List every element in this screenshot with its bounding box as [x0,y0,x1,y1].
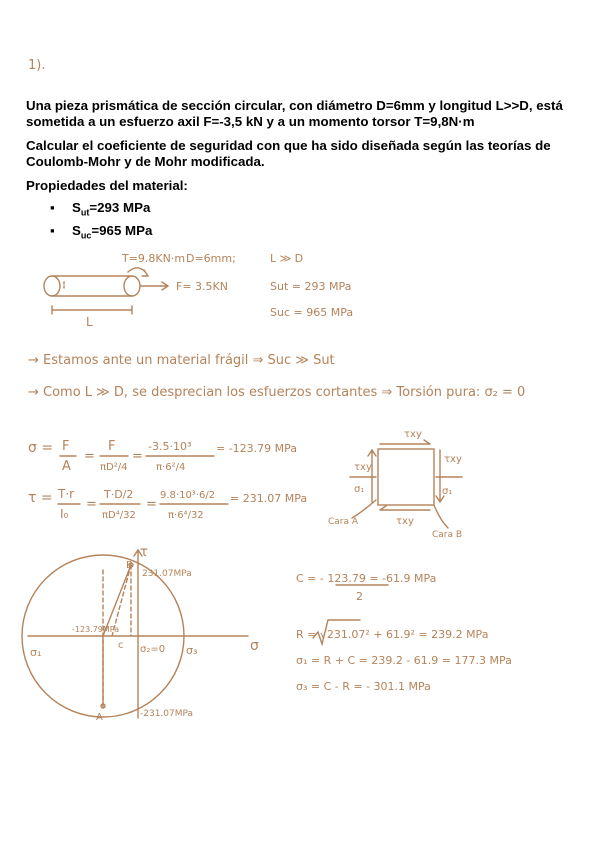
sketch-length: L [86,315,93,329]
mohr-center-value: -123.79MPa [72,625,120,634]
leader-cara-a [352,500,376,518]
prop-symbol: S [72,200,81,215]
sketch-diameter: D=6mm; [186,252,236,265]
result-s3: σ₃ = C - R = - 301.1 MPa [296,680,431,693]
eq-tau-num3: 9.8·10³·6/2 [160,490,216,501]
element-txy-right: τxy [444,454,462,465]
result-c: C = - 123.79 = -61.9 MPa [296,572,437,585]
eq-sigma-result: = -123.79 MPa [216,442,298,455]
mohr-sigma-label: σ [250,638,259,654]
prop-symbol: S [72,222,81,238]
result-s1: σ₁ = R + C = 239.2 - 61.9 = 177.3 MPa [296,654,512,667]
eq-tau-eq1: = [86,497,97,512]
eq-tau-result: = 231.07 MPa [230,492,308,505]
prop-value: =293 MPa [89,200,151,215]
problem-number: 1). [28,58,46,73]
bar-right-end [124,276,140,296]
arrow-txy-left [368,450,376,502]
mohr-b-value: 231.07MPa [142,569,192,579]
element-cara-b: Cara B [432,530,463,540]
problem-question: Calcular el coeficiente de seguridad con que ha sido diseñada según las teorías de Coulomb-Mohr y de Mohr modificada. [26,138,551,169]
eq-tau-num2: T·D/2 [104,488,134,501]
stress-element-square [378,449,434,505]
bar-left-end [44,276,60,296]
mohr-s3: σ₃ [186,644,198,657]
eq-sigma-num2: -3.5·10³ [148,440,192,453]
mohr-point-a: A [96,712,103,723]
element-txy-left: τxy [354,462,372,473]
eq-sigma-lhs: σ = [28,440,54,456]
eq-tau-den2: πD⁴/32 [102,510,136,521]
mohr-c: c [118,640,124,651]
eq-sigma-den: πD²/4 [100,462,128,473]
sketch-suc: Suc = 965 MPa [270,306,354,319]
note-pure-torsion: → Como L ≫ D, se desprecian los esfuerzos cortantes ⇒ Torsión pura: σ₂ = 0 [28,385,526,400]
eq-tau-eq2: = [146,497,157,512]
prop-sub: uc [80,230,92,241]
element-sigma-right: σ₁ [442,486,453,497]
sketch-l-gg-d: L ≫ D [270,252,304,265]
mohr-s2: σ₂=0 [140,644,166,655]
eq-sigma-eq2: = [132,449,143,464]
properties-heading: Propiedades del material: [26,178,188,193]
mohr-point-b: B [126,560,133,571]
element-cara-a: Cara A [328,517,359,527]
eq-sigma-eq1: = [84,449,95,464]
problem-statement: Una pieza prismática de sección circular, con diámetro D=6mm y longitud L>>D, está sometida a un esfuerzo axil F=-3,5 kN y a un momento torsor T=9,8N·m [26,98,563,129]
mohr-a-value: -231.07MPa [140,709,194,719]
result-c-den: 2 [356,590,363,603]
eq-tau-den3: π·6⁴/32 [168,510,204,521]
eq-tau-num: T·r [58,487,75,501]
sketch-force: F= 3.5KN [176,280,228,293]
arrow-txy-top [380,440,430,444]
element-txy-top: τxy [404,429,422,440]
arrow-txy-bottom [380,506,430,510]
element-sigma-left: σ₁ [354,484,365,495]
prop-sub: ut [80,207,90,218]
prop-value: =965 MPa [91,222,153,238]
length-dimension [52,306,132,314]
eq-sigma-a: A [62,459,71,474]
eq-tau-lhs: τ = [28,490,53,506]
note-brittle: → Estamos ante un material frágil ⇒ Suc ≫ Sut [28,353,335,368]
sketch-sut: Sut = 293 MPa [270,280,352,293]
eq-sigma-num: F [108,439,116,454]
eq-tau-den: I₀ [60,507,69,521]
eq-sigma-den2: π·6²/4 [156,462,186,473]
element-txy-bottom: τxy [396,516,414,527]
torque-arrow [128,268,148,276]
result-r: R = √231.07² + 61.9² = 239.2 MPa [296,628,489,641]
eq-sigma-f: F [62,439,70,454]
mohr-tau-label: τ [140,545,148,560]
leader-cara-b [434,505,448,528]
sketch-torque: T=9.8KN·m [122,252,186,265]
force-arrow [140,282,168,290]
mohr-s1: σ₁ [30,646,42,659]
